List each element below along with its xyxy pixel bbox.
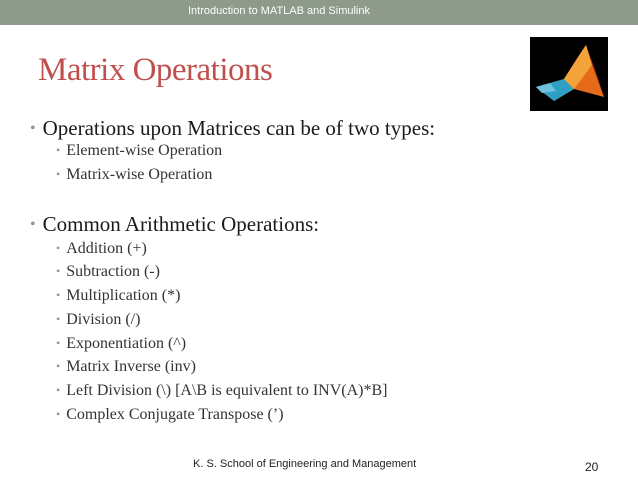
list-item xyxy=(56,142,222,160)
bullet-dot-icon: • xyxy=(56,383,61,397)
matlab-logo-icon xyxy=(530,37,608,111)
list-item-text: Subtraction (-) xyxy=(66,263,160,280)
bullet-text: Common Arithmetic Operations: xyxy=(42,212,320,236)
bullet-dot-icon: • xyxy=(56,143,61,157)
list-item-text: Matrix-wise Operation xyxy=(66,166,213,183)
list-item-text: Complex Conjugate Transpose (’) xyxy=(66,406,284,423)
bullet-dot-icon: • xyxy=(56,288,61,302)
list-item xyxy=(56,311,140,329)
list-item-text: Division (/) xyxy=(66,311,141,328)
list-item xyxy=(56,382,387,400)
list-item-text: Matrix Inverse (inv) xyxy=(66,358,196,375)
bullet-text: Operations upon Matrices can be of two types: xyxy=(42,116,436,140)
bullet-dot-icon: • xyxy=(56,407,61,421)
list-item-text: Multiplication (*) xyxy=(66,287,181,304)
list-item-text: Element-wise Operation xyxy=(66,142,223,159)
list-item xyxy=(56,263,160,281)
list-item xyxy=(56,166,212,184)
list-item xyxy=(56,335,186,353)
bullet-dot-icon: • xyxy=(56,241,61,255)
list-item xyxy=(56,406,284,424)
bullet-dot-icon: • xyxy=(56,359,61,373)
footer-school: K. S. School of Engineering and Management xyxy=(193,458,417,470)
list-item-text: Exponentiation (^) xyxy=(66,335,187,352)
bullet-level1 xyxy=(30,212,319,237)
bullet-level1 xyxy=(30,116,435,141)
list-item-text: Addition (+) xyxy=(66,240,147,257)
slide-title: Matrix Operations xyxy=(38,52,273,88)
bullet-dot-icon: • xyxy=(56,264,61,278)
list-item xyxy=(56,358,196,376)
bullet-dot-icon: • xyxy=(56,167,61,181)
page-number: 20 xyxy=(585,460,599,474)
list-item xyxy=(56,287,180,305)
bullet-dot-icon: • xyxy=(56,312,61,326)
bullet-dot-icon: • xyxy=(30,120,36,137)
bullet-dot-icon: • xyxy=(30,216,36,233)
header-title: Introduction to MATLAB and Simulink xyxy=(188,5,370,17)
list-item xyxy=(56,240,147,258)
header-bar xyxy=(0,0,638,25)
bullet-dot-icon: • xyxy=(56,336,61,350)
list-item-text: Left Division (\) [A\B is equivalent to INV(A)*B] xyxy=(66,382,388,399)
